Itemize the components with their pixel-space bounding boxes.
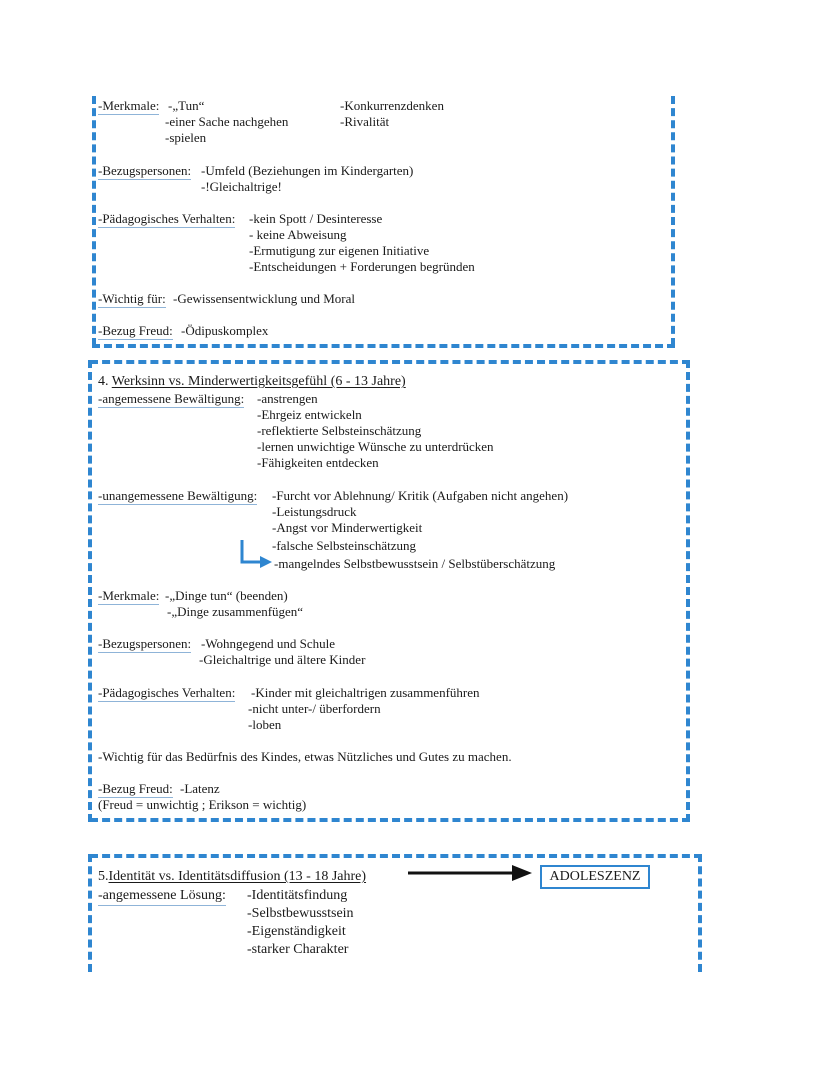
sec4-bezug-item: -Gleichaltrige und ältere Kinder [199, 652, 366, 667]
section4-frame-left [88, 360, 92, 822]
sec5-heading-title: Identität vs. Identitätsdiffusion (13 - 18 Jahre) [108, 869, 367, 884]
sec4-wichtig: -Wichtig für das Bedürfnis des Kindes, etwas Nützliches und Gutes zu machen. [98, 749, 512, 764]
sec4-merkmale-item: -„Dinge tun“ (beenden) [165, 588, 288, 603]
sec4-unang-item: -falsche Selbsteinschätzung [272, 538, 417, 553]
sec4-ang-item: -Ehrgeiz entwickeln [257, 407, 362, 422]
sec4-freud-label: -Bezug Freud: [98, 781, 173, 796]
sec4-paed-item: -loben [248, 717, 282, 732]
sec3-paed-item: - keine Abweisung [249, 227, 347, 242]
sec5-heading [98, 869, 366, 885]
sec4-heading [98, 374, 406, 390]
sec4-ang-item: -anstrengen [257, 391, 318, 406]
sec3-freud-item: -Ödipuskomplex [181, 323, 269, 338]
section3-frame-right [671, 96, 675, 346]
section4-frame-bottom [90, 818, 690, 822]
sec3-bezug-item: -!Gleichaltrige! [201, 179, 282, 194]
sec3-bezug-label: -Bezugspersonen: [98, 163, 192, 178]
sec3-merkmale-label: -Merkmale: [98, 98, 160, 113]
sec3-paed-item: -Entscheidungen + Forderungen begründen [249, 259, 475, 274]
sec5-ang-item: -Selbstbewusstsein [247, 906, 354, 921]
section5-frame-right [698, 854, 702, 972]
sec4-unang-item: -mangelndes Selbstbewusstsein / Selbstüberschätzung [274, 556, 556, 571]
sec4-bezug-label: -Bezugspersonen: [98, 636, 192, 651]
sec3-wichtig-label: -Wichtig für: [98, 291, 166, 306]
sec4-merkmale-label: -Merkmale: [98, 588, 160, 603]
sec4-paed-item: -nicht unter-/ überfordern [248, 701, 381, 716]
sec3-paed-item: -Ermutigung zur eigenen Initiative [249, 243, 430, 258]
sec4-unang-item: -Furcht vor Ablehnung/ Kritik (Aufgaben nicht angehen) [272, 488, 569, 503]
sec3-paed-label: -Pädagogisches Verhalten: [98, 211, 236, 226]
sec4-ang-label: -angemessene Bewältigung: [98, 391, 245, 406]
sec3-bezug-item: -Umfeld (Beziehungen im Kindergarten) [201, 163, 414, 178]
sec5-ang-label: -angemessene Lösung: [98, 887, 226, 906]
sec4-merkmale-item: -„Dinge zusammenfügen“ [167, 604, 304, 619]
sec3-merkmale-item: -„Tun“ [168, 98, 205, 113]
sec4-bezug-item: -Wohngegend und Schule [201, 636, 335, 651]
sec3-merkmale-item: -Konkurrenzdenken [340, 98, 444, 113]
sec4-unang-item: -Angst vor Minderwertigkeit [272, 520, 423, 535]
sec5-ang-item: -starker Charakter [247, 942, 349, 957]
section3-frame-left [92, 96, 96, 346]
sec4-ang-item: -reflektierte Selbsteinschätzung [257, 423, 422, 438]
sec4-heading-number: 4. [98, 374, 109, 389]
sec4-ang-item: -Fähigkeiten entdecken [257, 455, 379, 470]
sec4-unang-label: -unangemessene Bewältigung: [98, 488, 258, 503]
arrow-right-icon [408, 864, 534, 882]
sec4-freud-item: -Latenz [180, 781, 220, 796]
sec5-ang-item: -Eigenständigkeit [247, 924, 346, 939]
section5-frame-top [90, 854, 702, 858]
sec3-freud-label: -Bezug Freud: [98, 323, 173, 338]
sec5-heading-number: 5. [98, 869, 109, 884]
sec5-ang-item: -Identitätsfindung [247, 888, 348, 903]
sec3-merkmale-item: -spielen [165, 130, 207, 145]
sec4-heading-title: Werksinn vs. Minderwertigkeitsgefühl (6 - 13 Jahre) [111, 374, 406, 389]
arrow-right-icon [238, 538, 274, 570]
sec3-paed-item: -kein Spott / Desinteresse [249, 211, 383, 226]
sec4-paed-item: -Kinder mit gleichaltrigen zusammenführen [251, 685, 480, 700]
section4-frame-top [90, 360, 690, 364]
sec4-unang-item: -Leistungsdruck [272, 504, 357, 519]
section3-frame-bottom [92, 344, 675, 348]
section4-frame-right [686, 360, 690, 822]
sec3-merkmale-item: -einer Sache nachgehen [165, 114, 289, 129]
sec4-freud-note: (Freud = unwichtig ; Erikson = wichtig) [98, 797, 307, 812]
adoleszenz-badge: ADOLESZENZ [540, 865, 650, 889]
sec4-ang-item: -lernen unwichtige Wünsche zu unterdrücken [257, 439, 494, 454]
section5-frame-left [88, 854, 92, 972]
sec3-merkmale-item: -Rivalität [340, 114, 390, 129]
sec3-wichtig-item: -Gewissensentwicklung und Moral [173, 291, 355, 306]
sec4-paed-label: -Pädagogisches Verhalten: [98, 685, 236, 700]
